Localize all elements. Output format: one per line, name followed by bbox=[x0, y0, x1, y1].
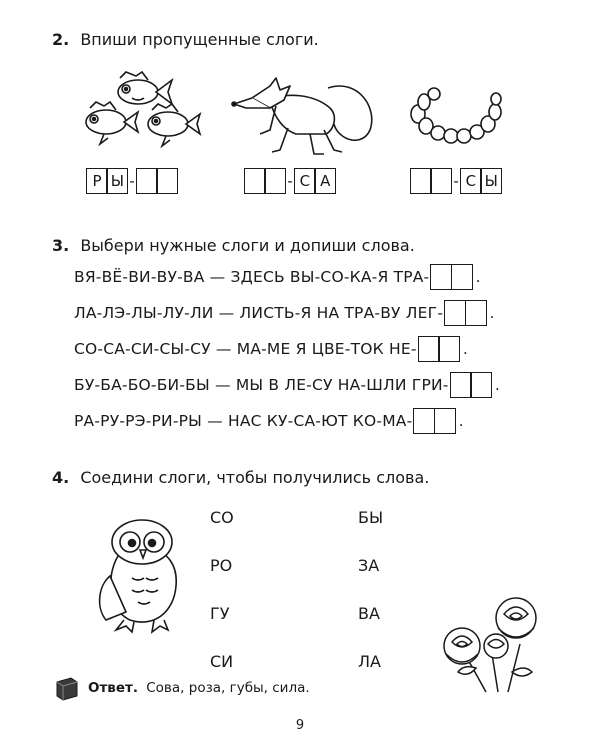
answer-text: Сова, роза, губы, сила. bbox=[146, 680, 310, 696]
answer bbox=[88, 680, 310, 696]
right-syllable[interactable]: ЛА bbox=[358, 652, 381, 671]
answer-cell[interactable] bbox=[434, 408, 456, 434]
fox-word-cells bbox=[244, 168, 336, 194]
row-text: ЛА-ЛЭ-ЛЫ-ЛУ-ЛИ — ЛИСТЬ-Я НА ТРА-ВУ ЛЕГ- bbox=[74, 304, 444, 322]
cell-filled: Ы bbox=[106, 168, 128, 194]
task-3-row bbox=[74, 300, 494, 326]
fish-icon-1 bbox=[118, 72, 172, 104]
syllable-dash: - bbox=[129, 172, 135, 190]
cell-empty[interactable] bbox=[156, 168, 178, 194]
right-syllable[interactable]: БЫ bbox=[358, 508, 384, 527]
task-3-row bbox=[74, 372, 500, 398]
row-text: СО-СА-СИ-СЫ-СУ — МА-МЕ Я ЦВЕ-ТОК НЕ- bbox=[74, 340, 417, 358]
row-text: ВЯ-ВЁ-ВИ-ВУ-ВА — ЗДЕСЬ ВЫ-СО-КА-Я ТРА- bbox=[74, 268, 430, 286]
syllable-dash: - bbox=[453, 172, 459, 190]
task-3-heading bbox=[52, 236, 415, 255]
beads-word-cells bbox=[410, 168, 502, 194]
cell-filled: Р bbox=[86, 168, 108, 194]
right-syllable[interactable]: ВА bbox=[358, 604, 380, 623]
fish-icon-3 bbox=[148, 104, 200, 146]
fish-word-cells bbox=[86, 168, 178, 194]
task-4-instruction: Соедини слоги, чтобы получились слова. bbox=[80, 468, 430, 487]
answer-cell[interactable] bbox=[470, 372, 492, 398]
roses-illustration bbox=[432, 594, 552, 694]
cell-empty[interactable] bbox=[264, 168, 286, 194]
row-end: . bbox=[475, 268, 481, 286]
cell-empty[interactable] bbox=[244, 168, 266, 194]
task-3-instruction: Выбери нужные слоги и допиши слова. bbox=[80, 236, 415, 255]
page-number: 9 bbox=[295, 718, 305, 733]
task-4-heading bbox=[52, 468, 429, 487]
answer-cell[interactable] bbox=[413, 408, 435, 434]
row-text: БУ-БА-БО-БИ-БЫ — МЫ В ЛЕ-СУ НА-ШЛИ ГРИ- bbox=[74, 376, 449, 394]
answer-cell[interactable] bbox=[418, 336, 440, 362]
answer-label: Ответ. bbox=[88, 680, 138, 696]
task-3-number: 3. bbox=[52, 236, 70, 255]
rose-icon bbox=[444, 598, 536, 692]
row-end: . bbox=[463, 340, 468, 358]
left-syllable[interactable]: ГУ bbox=[210, 604, 230, 623]
answer-cell[interactable] bbox=[438, 336, 460, 362]
beads-icon bbox=[411, 88, 501, 143]
answer-cell[interactable] bbox=[450, 372, 472, 398]
answer-cell[interactable] bbox=[451, 264, 473, 290]
row-end: . bbox=[494, 376, 500, 394]
cell-filled: С bbox=[294, 168, 316, 194]
right-syllable[interactable]: ЗА bbox=[358, 556, 380, 575]
syllable-dash: - bbox=[287, 172, 293, 190]
fish-icon-2 bbox=[86, 102, 138, 144]
task-3-row bbox=[74, 336, 468, 362]
cell-empty[interactable] bbox=[430, 168, 452, 194]
cell-empty[interactable] bbox=[410, 168, 432, 194]
answer-cell[interactable] bbox=[430, 264, 452, 290]
cell-empty[interactable] bbox=[136, 168, 158, 194]
left-syllable[interactable]: СО bbox=[210, 508, 234, 527]
book-icon bbox=[54, 676, 80, 700]
beads-illustration bbox=[408, 84, 508, 144]
answer-cell[interactable] bbox=[465, 300, 487, 326]
cell-filled: А bbox=[314, 168, 336, 194]
task-2-heading bbox=[52, 30, 319, 49]
answer-cell[interactable] bbox=[444, 300, 466, 326]
left-syllable[interactable]: РО bbox=[210, 556, 233, 575]
fox-illustration bbox=[230, 68, 380, 158]
task-4-number: 4. bbox=[52, 468, 70, 487]
row-end: . bbox=[489, 304, 495, 322]
owl-icon bbox=[100, 520, 177, 632]
task-2-number: 2. bbox=[52, 30, 70, 49]
left-syllable[interactable]: СИ bbox=[210, 652, 234, 671]
task-3-row bbox=[74, 408, 464, 434]
task-3-row bbox=[74, 264, 481, 290]
task-2-instruction: Впиши пропущенные слоги. bbox=[80, 30, 319, 49]
owl-illustration bbox=[96, 516, 186, 636]
cell-filled: Ы bbox=[480, 168, 502, 194]
row-text: РА-РУ-РЭ-РИ-РЫ — НАС КУ-СА-ЮТ КО-МА- bbox=[74, 412, 413, 430]
fish-illustration bbox=[80, 72, 200, 156]
row-end: . bbox=[458, 412, 464, 430]
cell-filled: С bbox=[460, 168, 482, 194]
